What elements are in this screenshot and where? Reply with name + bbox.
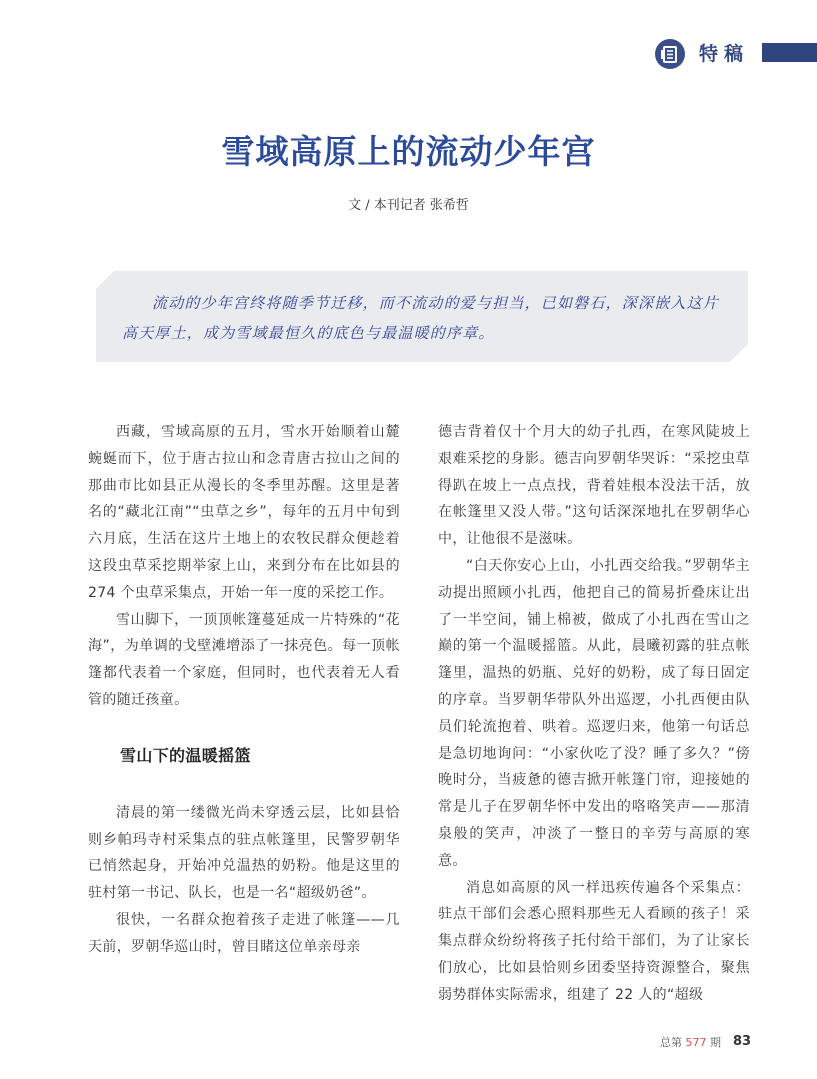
left-column [88,419,400,961]
paragraph: 清晨的第一缕微光尚未穿透云层，比如县恰则乡帕玛寺村采集点的驻点帐篷里，民警罗朝华已悄然起身，开始冲兑温热的奶粉。他是这里的驻村第一书记、队长，也是一名“超级奶爸”。 [88,804,400,902]
article-title: 雪域高原上的流动少年宫 [221,132,596,171]
document-icon [655,39,685,69]
issue-number: 577 [685,1036,707,1049]
issue-prefix: 总第 [660,1036,682,1049]
paragraph: 雪山脚下，一顶顶帐篷蔓延成一片特殊的“花海”，为单调的戈壁滩增添了一抹亮色。每一顶帐篷都代表着一个家庭，但同时，也代表着无人看管的随迁孩童。 [88,611,400,708]
paragraph: 很快，一名群众抱着孩子走进了帐篷——几天前，罗朝华巡山时，曾目睹这位单亲母亲 [88,911,400,955]
issue-suffix: 期 [710,1036,721,1049]
section-subheading: 雪山下的温暖摇篮 [120,745,251,765]
header-accent-bar [762,43,817,62]
issue-label [660,1034,721,1052]
paragraph: 消息如高原的风一样迅疾传遍各个采集点：驻点干部们会悉心照料那些无人看顾的孩子！采集点群众纷纷将孩子托付给干部们，为了让家长们放心，比如县恰则乡团委坚持资源整合，聚焦弱势群体实际需求，组建了 22 人的“超级 [438,879,750,1003]
page-number: 83 [733,1034,752,1049]
paragraph: 德吉背着仅十个月大的幼子扎西，在寒风陡坡上艰难采挖的身影。德吉向罗朝华哭诉：“采挖虫草得趴在坡上一点点找，背着娃根本没法干活，放在帐篷里又没人带。”这句话深深地扎在罗朝华心中，让他很不是滋味。 [438,424,750,548]
section-label: 特稿 [699,43,750,65]
byline: 文 / 本刊记者 张希哲 [348,198,469,213]
right-column [438,419,750,1009]
summary-text: 流动的少年宫终将随季节迁移，而不流动的爱与担当，已如磐石，深深嵌入这片高天厚土，成为雪域最恒久的底色与最温暖的序章。 [122,294,720,342]
paragraph: 西藏，雪域高原的五月，雪水开始顺着山麓蜿蜒而下，位于唐古拉山和念青唐古拉山之间的那曲市比如县正从漫长的冬季里苏醒。这里是著名的“藏北江南”“虫草之乡”，每年的五月中旬到六月底，生活在这片土地上的农牧民群众便趁着这段虫草采挖期举家上山，来到分布在比如县的 274 个虫草采集点，开始一年一度的采挖工作。 [88,424,400,601]
paragraph: “白天你安心上山，小扎西交给我。”罗朝华主动提出照顾小扎西，他把自己的简易折叠床让出了一半空间，铺上棉被，做成了小扎西在雪山之巅的第一个温暖摇篮。从此，晨曦初露的驻点帐篷里，温热的奶瓶、兑好的奶粉，成了每日固定的序章。当罗朝华带队外出巡逻，小扎西便由队员们轮流抱着、哄着。巡逻归来，他第一句话总是急切地询问：“小家伙吃了没？睡了多久？”傍晚时分，当疲惫的德吉掀开帐篷门帘，迎接她的常是儿子在罗朝华怀中发出的咯咯笑声——那清泉般的笑声，冲淡了一整日的辛劳与高原的寒意。 [438,557,750,869]
